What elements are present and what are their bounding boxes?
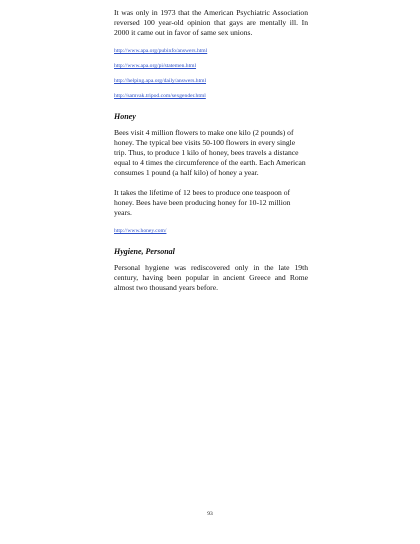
link-apa-statement[interactable]: http://www.apa.org/pi/statemen.html: [114, 63, 197, 69]
hygiene-paragraph: Personal hygiene was rediscovered only in the late 19th century, having been popular in ancient Greece and Rome almost two thousand years before.: [114, 263, 308, 292]
link-honey[interactable]: http://www.honey.com/: [114, 228, 167, 234]
hygiene-heading: Hygiene, Personal: [114, 247, 175, 256]
link-apa-helping[interactable]: http://helping.apa.org/daily/answers.html: [114, 78, 207, 84]
page-content: [114, 8, 308, 303]
page-number: 93: [207, 511, 213, 517]
link-apa-pubinfo[interactable]: http://www.apa.org/pubinfo/answers.html: [114, 48, 208, 54]
honey-paragraph-2: It takes the lifetime of 12 bees to produce one teaspoon of honey. Bees have been producing honey for 10-12 million years.: [114, 188, 291, 217]
honey-paragraph-1: Bees visit 4 million flowers to make one kilo (2 pounds) of honey. The typical bee visits 50-100 flowers in every single trip. Thus, to produce 1 kilo of honey, bees travels a distance equal to 4 times the circumference of the earth. Each American consumes 1 pound (a half kilo) of honey a year.: [114, 128, 306, 177]
apa-paragraph: It was only in 1973 that the American Psychiatric Association reversed 100 year-old opinion that gays are mentally ill. In 2000 it came out in favor of same sex unions.: [114, 8, 308, 37]
honey-heading: Honey: [114, 112, 136, 121]
link-samvak-sexgender[interactable]: http://samvak.tripod.com/sexgender.html: [114, 93, 206, 99]
